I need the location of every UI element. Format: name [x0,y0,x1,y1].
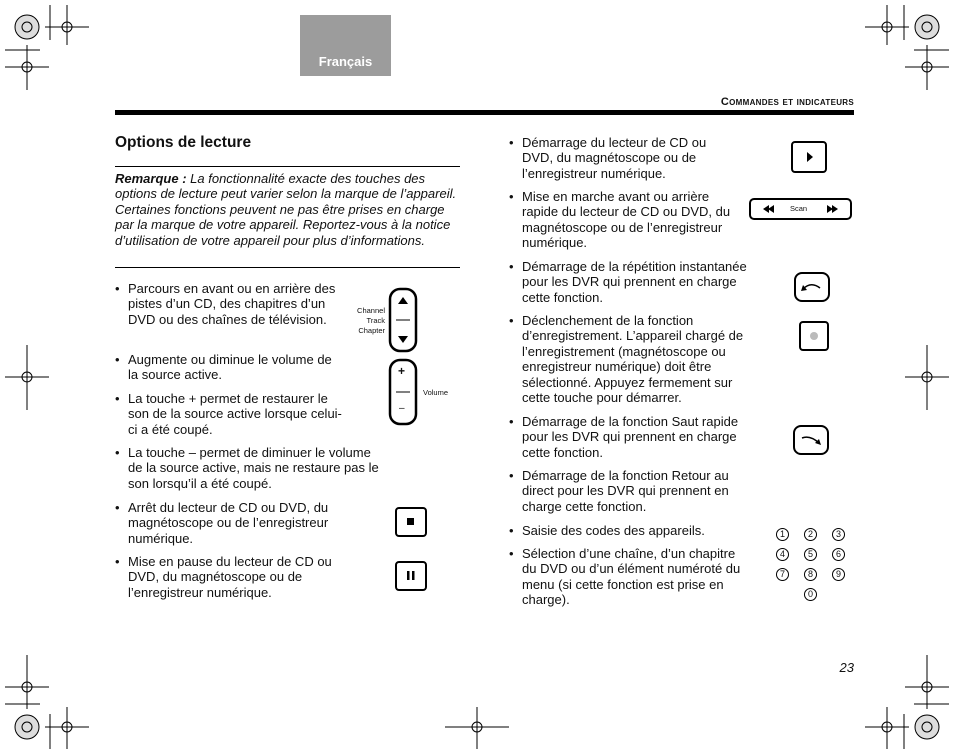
list-item-text: Mise en marche avant ou arrière rapide du lecteur de CD ou DVD, du magnétoscope ou de l’enregistreur numérique. [522,189,731,251]
bullet-dot: • [115,352,120,367]
note-text: La fonctionnalité exacte des touches des options de lecture peut varier selon la marque de l’appareil. Certaines fonctions peuvent ne pas être prises en charge par la marque de votre appareil. Reportez-vous à la notice d’utilisation de votre appareil pour plus d’informations. [115,171,457,248]
list-item-text: Saisie des codes des appareils. [522,523,705,538]
keypad [776,528,848,604]
bullet-dot: • [509,259,514,274]
section-title: Options de lecture [115,134,252,151]
list-item [509,259,749,305]
list-item [509,313,754,405]
header-title: Commandes et indicateurs [720,96,854,108]
list-item-text: Démarrage de la répétition instantanée pour les DVR qui prennent en charge cette fonction. [522,259,747,305]
volume-plus-label: + [398,364,406,378]
play-icon [791,141,827,173]
header-rule [115,110,854,115]
bullet-dot: • [115,554,120,569]
bullet-dot: • [509,313,514,328]
list-item [115,554,355,600]
keypad-key-6: 6 [832,548,845,561]
note-label: Remarque : [115,171,187,186]
list-item [115,500,355,546]
keypad-key-5: 5 [804,548,817,561]
volume-minus-label: – [399,403,405,414]
channel-label: Channel [357,306,385,315]
bullet-dot: • [509,546,514,561]
list-item [509,546,744,608]
scan-label: Scan [790,204,808,213]
keypad-key-2: 2 [804,528,817,541]
keypad-key-7: 7 [776,568,789,581]
stop-icon [395,507,427,537]
list-item [509,414,754,460]
keypad-key-1: 1 [776,528,789,541]
list-item [509,135,734,181]
bullet-dot: • [509,189,514,204]
track-label: Track [366,316,385,325]
list-item-text: Sélection d’une chaîne, d’un chapitre du DVD ou d’un élément numéroté du menu (si cette fonction est prise en charge). [522,546,741,608]
list-item-text: Augmente ou diminue le volume de la source active. [128,352,332,383]
replay-icon [794,272,830,302]
keypad-key-4: 4 [776,548,789,561]
list-item-text: Mise en pause du lecteur de CD ou DVD, du magnétoscope ou de l’enregistreur numérique. [128,554,332,600]
bullet-dot: • [509,135,514,150]
keypad-key-9: 9 [832,568,845,581]
list-item-text: Parcours en avant ou en arrière des pistes d’un CD, des chapitres d’un DVD ou des chaînes de télévision. [128,281,336,327]
channel-labels [352,306,385,336]
bullet-dot: • [115,281,120,296]
list-item [509,189,734,251]
bullet-dot: • [509,523,514,538]
note-top-rule [115,166,460,167]
list-item [115,352,340,383]
language-tab [300,15,391,76]
channel-rocker-icon [388,287,418,353]
pause-icon [395,561,427,591]
record-icon [799,321,829,351]
list-item [115,445,385,491]
list-item-text: Déclenchement de la fonction d’enregistrement. L’appareil chargé de l’enregistrement (magnétoscope ou enregistreur numérique) doit être sélectionné. Appuyez fermement sur cette touche pour démarrer. [522,313,744,406]
bullet-dot: • [115,391,120,406]
chapter-label: Chapter [358,326,385,335]
list-item-text: La touche + permet de restaurer le son de la source active lorsque celui-ci a été coupé. [128,391,342,437]
keypad-key-3: 3 [832,528,845,541]
keypad-key-0: 0 [804,588,817,601]
list-item [509,523,754,538]
bullet-dot: • [509,414,514,429]
note-bottom-rule [115,267,460,268]
bullet-dot: • [509,468,514,483]
bullet-dot: • [115,500,120,515]
list-item-text: Démarrage de la fonction Saut rapide pour les DVR qui prennent en charge cette fonction. [522,414,739,460]
volume-label: Volume [423,388,449,397]
list-item [115,391,350,437]
list-item-text: Arrêt du lecteur de CD ou DVD, du magnétoscope ou de l’enregistreur numérique. [128,500,329,546]
list-item-text: La touche – permet de diminuer le volume de la source active, mais ne restaure pas le son lorsqu’il a été coupé. [128,445,379,491]
page-number: 23 [839,660,854,675]
keypad-key-8: 8 [804,568,817,581]
list-item-text: Démarrage de la fonction Retour au direct pour les DVR qui prennent en charge cette fonction. [522,468,729,514]
note [115,171,460,248]
list-item [509,468,754,514]
list-item-text: Démarrage du lecteur de CD ou DVD, du magnétoscope ou de l’enregistreur numérique. [522,135,707,181]
language-tab-label: Français [318,54,373,69]
skip-icon [793,425,829,455]
list-item [115,281,345,327]
bullet-dot: • [115,445,120,460]
